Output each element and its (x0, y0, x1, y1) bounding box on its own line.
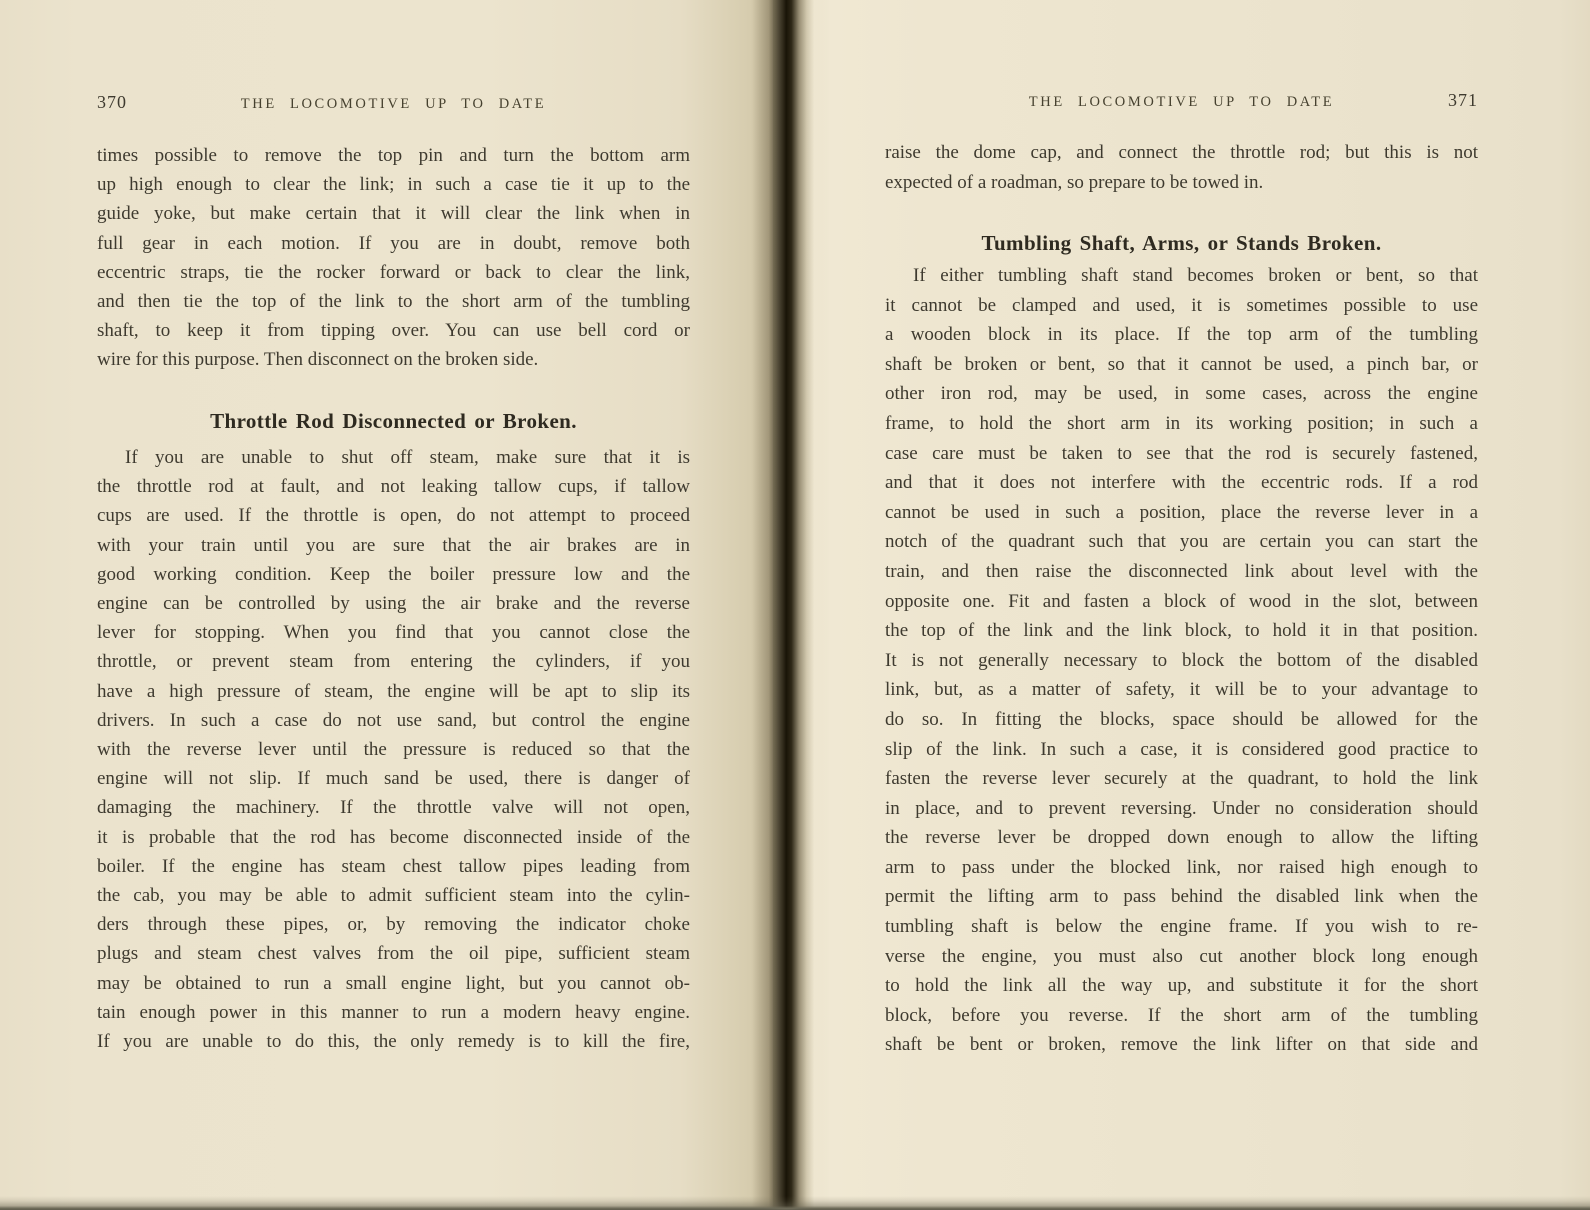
text-line: shaft be bent or broken, remove the link lifter on that side and (885, 1034, 1478, 1056)
paragraph-throttle-rod (97, 443, 690, 1056)
text-line: opposite one. Fit and fasten a block of wood in the slot, between (885, 590, 1478, 612)
text-line: the top of the link and the link block, to hold it in that position. (885, 620, 1478, 642)
text-line: the reverse lever be dropped down enough to allow the lifting (885, 827, 1478, 849)
right-page (773, 0, 1590, 1210)
text-line: If either tumbling shaft stand becomes broken or bent, so that (913, 265, 1478, 286)
text-line: cups are used. If the throttle is open, do not attempt to proceed (97, 505, 690, 527)
text-line: full gear in each motion. If you are in doubt, remove both (97, 232, 690, 254)
text-line: raise the dome cap, and connect the throttle rod; but this is not (885, 142, 1478, 163)
text-line: throttle, or prevent steam from entering the cylinders, if you (97, 651, 690, 673)
text-line: link, but, as a matter of safety, it will be to your advantage to (885, 679, 1478, 701)
text-line: to hold the link all the way up, and substitute it for the short (885, 975, 1478, 997)
text-line: with the reverse lever until the pressure is reduced so that the (97, 739, 690, 761)
text-line: and then tie the top of the link to the short arm of the tumbling (97, 291, 690, 313)
text-line: It is not generally necessary to block the bottom of the disabled (885, 649, 1478, 671)
section-heading-tumbling-shaft: Tumbling Shaft, Arms, or Stands Broken. (981, 231, 1382, 255)
text-line: tain enough power in this manner to run a modern heavy engine. (97, 1001, 690, 1023)
text-line: guide yoke, but make certain that it will clear the link when in (97, 203, 690, 225)
text-line: wire for this purpose. Then disconnect on the broken side. (97, 349, 539, 371)
text-line: other iron rod, may be used, in some cases, across the engine (885, 383, 1478, 405)
text-line: notch of the quadrant such that you are certain you can start the (885, 531, 1478, 553)
text-line: the cab, you may be able to admit sufficient steam into the cylin- (97, 885, 690, 907)
text-line: expected of a roadman, so prepare to be towed in. (885, 171, 1264, 193)
text-line: permit the lifting arm to pass behind the disabled link when the (885, 886, 1478, 908)
text-line: lever for stopping. When you find that you cannot close the (97, 622, 690, 644)
paragraph-tumbling-shaft (885, 261, 1478, 1060)
text-line: block, before you reverse. If the short arm of the tumbling (885, 1004, 1478, 1026)
text-line: up high enough to clear the link; in such a case tie it up to the (97, 174, 690, 196)
text-line: engine can be controlled by using the air brake and the reverse (97, 593, 690, 615)
text-line: eccentric straps, tie the rocker forward or back to clear the link, (97, 261, 690, 283)
text-line: shaft, to keep it from tipping over. You can use bell cord or (97, 320, 690, 342)
paragraph-continuation (885, 138, 1478, 197)
text-line: fasten the reverse lever securely at the quadrant, to hold the link (885, 768, 1478, 790)
text-line: boiler. If the engine has steam chest tallow pipes leading from (97, 855, 690, 877)
text-line: with your train until you are sure that the air brakes are in (97, 534, 690, 556)
paragraph-continuation (97, 141, 690, 375)
running-head-right: THE LOCOMOTIVE UP TO DATE (1028, 94, 1335, 110)
text-line: a wooden block in its place. If the top arm of the tumbling (885, 324, 1478, 346)
text-line: drivers. In such a case do not use sand, but control the engine (97, 709, 690, 731)
text-line: and that it does not interfere with the eccentric rods. If a rod (885, 472, 1478, 494)
text-line: have a high pressure of steam, the engine will be apt to slip its (97, 680, 690, 702)
text-line: arm to pass under the blocked link, nor raised high enough to (885, 856, 1478, 878)
text-line: damaging the machinery. If the throttle valve will not open, (97, 797, 690, 819)
text-line: engine will not slip. If much sand be used, there is danger of (97, 768, 690, 790)
text-line: train, and then raise the disconnected link about level with the (885, 560, 1478, 582)
page-number-left: 370 (97, 92, 127, 112)
text-line: the throttle rod at fault, and not leaking tallow cups, if tallow (97, 476, 690, 498)
running-head-left: THE LOCOMOTIVE UP TO DATE (240, 96, 547, 112)
text-line: slip of the link. In such a case, it is considered good practice to (885, 738, 1478, 760)
left-page (0, 0, 773, 1210)
text-line: cannot be used in such a position, place the reverse lever in a (885, 501, 1478, 523)
text-line: If you are unable to shut off steam, make sure that it is (125, 447, 690, 468)
text-line: good working condition. Keep the boiler pressure low and the (97, 563, 690, 585)
text-line: shaft be broken or bent, so that it cannot be used, a pinch bar, or (885, 353, 1478, 375)
text-line: frame, to hold the short arm in its working position; in such a (885, 412, 1478, 434)
text-line: it cannot be clamped and used, it is sometimes possible to use (885, 294, 1478, 316)
text-line: If you are unable to do this, the only remedy is to kill the fire, (97, 1031, 690, 1053)
text-line: times possible to remove the top pin and turn the bottom arm (97, 145, 690, 166)
text-line: it is probable that the rod has become disconnected inside of the (97, 826, 690, 848)
text-line: plugs and steam chest valves from the oil pipe, sufficient steam (97, 943, 690, 965)
text-line: do so. In fitting the blocks, space should be allowed for the (885, 708, 1478, 730)
section-heading-throttle-rod: Throttle Rod Disconnected or Broken. (210, 409, 577, 433)
text-line: ders through these pipes, or, by removing the indicator choke (97, 914, 690, 936)
text-line: may be obtained to run a small engine light, but you cannot ob- (97, 972, 690, 994)
text-line: in place, and to prevent reversing. Under no consideration should (885, 797, 1478, 819)
page-number-right: 371 (1448, 90, 1478, 110)
text-line: tumbling shaft is below the engine frame. If you wish to re- (885, 916, 1478, 938)
text-line: case care must be taken to see that the rod is securely fastened, (885, 442, 1478, 464)
text-line: verse the engine, you must also cut another block long enough (885, 945, 1478, 967)
